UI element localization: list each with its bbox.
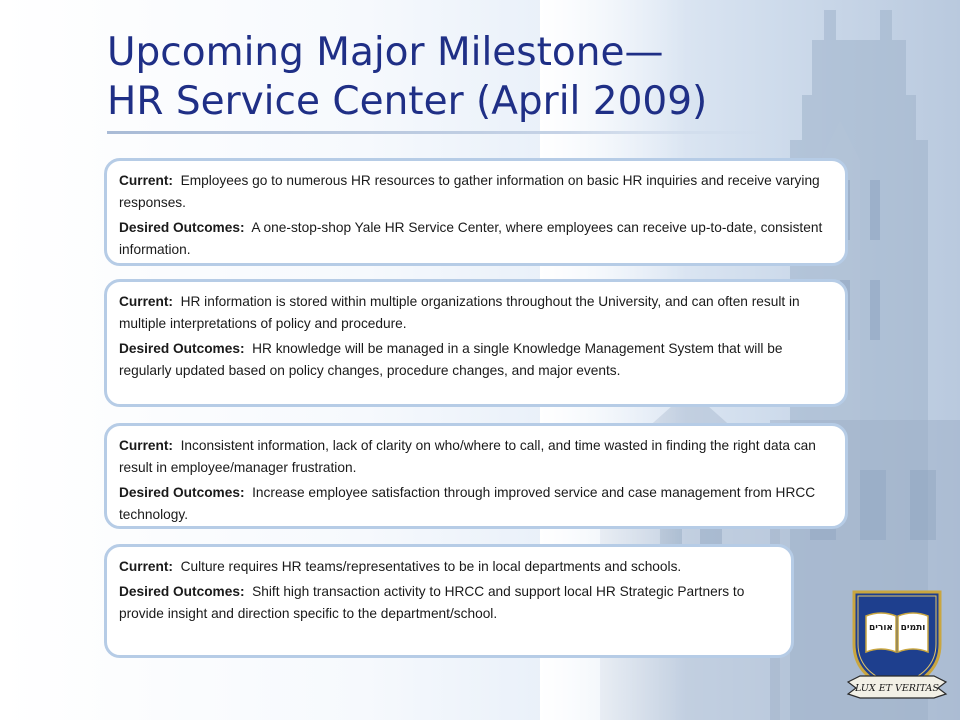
current-text: Culture requires HR teams/representatives to be in local departments and schools.: [180, 559, 682, 574]
current-text: Employees go to numerous HR resources to gather information on basic HR inquiries and receive varying responses.: [119, 173, 820, 210]
milestone-card-4: [104, 544, 794, 658]
desired-label: Desired Outcomes:: [119, 485, 245, 500]
current-label: Current:: [119, 294, 173, 309]
current-paragraph: [119, 556, 779, 578]
desired-label: Desired Outcomes:: [119, 584, 245, 599]
desired-text: Shift high transaction activity to HRCC and support local HR Strategic Partners to provide insight and direction specific to the department/school.: [119, 584, 745, 621]
crest-book-left-text: אורים: [869, 623, 893, 633]
desired-label: Desired Outcomes:: [119, 341, 245, 356]
current-label: Current:: [119, 173, 173, 188]
current-text: Inconsistent information, lack of clarity on who/where to call, and time wasted in finding the right data can result in employee/manager frustration.: [119, 438, 816, 475]
crest-book-right-text: ותמים: [900, 623, 926, 633]
title-underline: [107, 131, 767, 134]
current-label: Current:: [119, 559, 173, 574]
desired-paragraph: [119, 338, 833, 382]
milestone-card-1: [104, 158, 848, 266]
milestone-card-2: [104, 279, 848, 407]
current-label: Current:: [119, 438, 173, 453]
current-paragraph: [119, 170, 833, 214]
desired-text: A one-stop-shop Yale HR Service Center, where employees can receive up-to-date, consistent information.: [119, 220, 823, 257]
current-paragraph: [119, 291, 833, 335]
desired-paragraph: [119, 581, 779, 625]
milestone-card-3: [104, 423, 848, 529]
slide-title-line-1: Upcoming Major Milestone—: [107, 30, 664, 75]
current-text: HR information is stored within multiple organizations throughout the University, and can often result in multiple interpretations of policy and procedure.: [119, 294, 800, 331]
current-paragraph: [119, 435, 833, 479]
yale-crest-icon: [846, 586, 948, 704]
slide-title: [107, 28, 707, 126]
desired-paragraph: [119, 482, 833, 526]
crest-motto: LUX ET VERITAS: [855, 683, 939, 694]
slide-title-line-2: HR Service Center (April 2009): [107, 79, 708, 124]
desired-label: Desired Outcomes:: [119, 220, 245, 235]
desired-text: HR knowledge will be managed in a single Knowledge Management System that will be regularly updated based on policy changes, procedure changes, and major events.: [119, 341, 783, 378]
desired-paragraph: [119, 217, 833, 261]
desired-text: Increase employee satisfaction through improved service and case management from HRCC technology.: [119, 485, 816, 522]
